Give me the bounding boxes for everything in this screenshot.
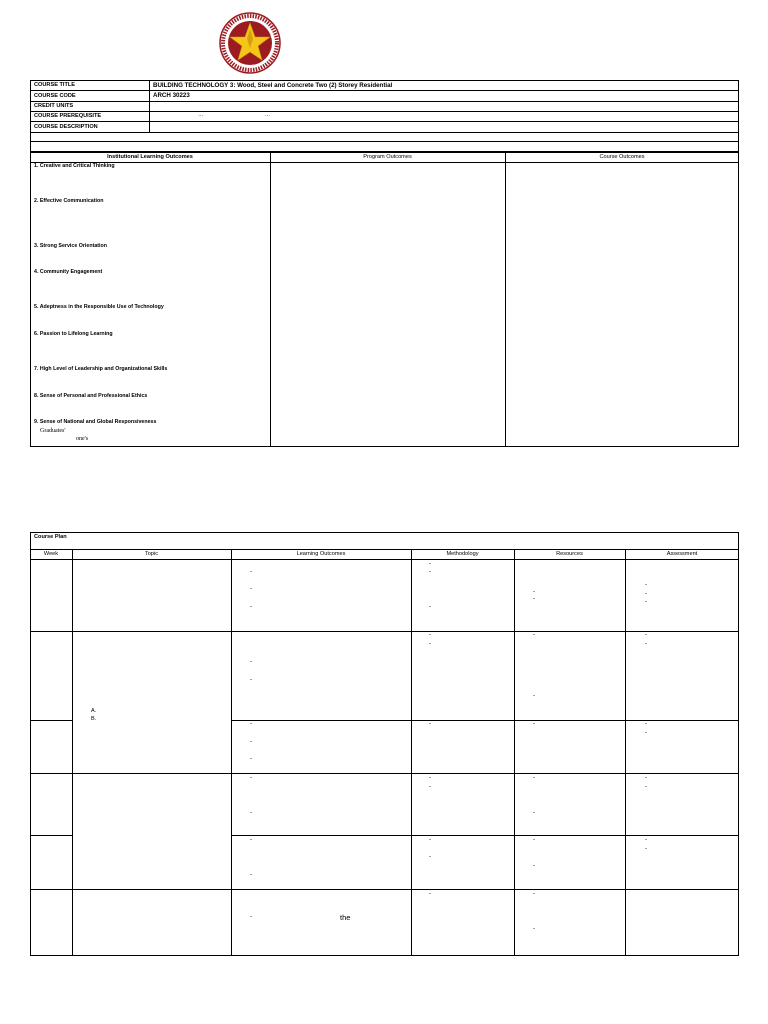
dash-bullet: - [533,863,535,869]
dash-bullet: - [533,775,535,781]
dash-bullet: - [645,730,647,736]
the-word: the [340,913,351,922]
dash-bullet: - [533,810,535,816]
dash-bullet: - [533,721,535,727]
dash-bullet: - [250,756,252,762]
dash-bullet: - [250,586,252,592]
ilo-item: 2. Effective Communication [34,198,104,204]
dash-bullet: - [429,641,431,647]
dash-bullet: - [645,599,647,605]
resources-header: Resources [556,551,583,557]
dash-bullet: - [429,775,431,781]
topic-item-b: B. [91,716,97,722]
dash-bullet: - [645,591,647,597]
learning-outcomes-header: Learning Outcomes [296,551,346,557]
dash-bullet: - [645,582,647,588]
dash-bullet: - [429,604,431,610]
dash-bullet: - [645,632,647,638]
course-prerequisite-label: COURSE PREREQUISITE [34,113,102,119]
ilo-item: 3. Strong Service Orientation [34,243,107,249]
ilo-item: 4. Community Engagement [34,269,103,275]
ilo-header: Institutional Learning Outcomes [107,154,193,160]
ilo-item: 7. High Level of Leadership and Organizational Skills [34,366,168,372]
dash-bullet: - [250,810,252,816]
ilo-item: 9. Sense of National and Global Responsiveness [34,419,157,425]
dash-bullet: - [533,632,535,638]
topic-item-a: A. [91,708,97,714]
course-description-label: COURSE DESCRIPTION [34,124,98,130]
program-outcomes-header: Program Outcomes [363,154,412,160]
credit-units-label: CREDIT UNITS [34,103,74,109]
dash-bullet: - [250,739,252,745]
dash-bullet: - [429,854,431,860]
dash-bullet: - [429,721,431,727]
dash-bullet: - [250,914,252,920]
methodology-header: Methodology [446,551,479,557]
ilo-item: 8. Sense of Personal and Professional Ethics [34,393,148,399]
dash-bullet: - [429,569,431,575]
dash-bullet: - [429,561,431,567]
dash-bullet: - [645,641,647,647]
dash-bullet: - [533,596,535,602]
ilo-note-graduates: Graduates' [40,428,66,434]
dash-bullet: - [645,784,647,790]
week-header: Week [43,551,59,557]
dash-bullet: - [250,659,252,665]
dash-bullet: - [250,569,252,575]
dash-bullet: - [533,589,535,595]
dash-bullet: - [533,926,535,932]
dash-bullet: - [250,604,252,610]
spacer-row [30,133,739,142]
course-title-label: COURSE TITLE [34,82,76,88]
university-seal-logo [219,12,281,74]
ilo-note-ones: one's [76,436,89,442]
course-prerequisite-value: … … [198,112,271,118]
course-code-value: ARCH 30223 [153,92,190,99]
assessment-header: Assessment [666,551,698,557]
dash-bullet: - [429,891,431,897]
course-outcomes-header: Course Outcomes [599,154,645,160]
outcomes-table [30,152,739,447]
ilo-item: 5. Adeptness in the Responsible Use of Technology [34,304,164,310]
dash-bullet: - [645,846,647,852]
course-code-label: COURSE CODE [34,93,76,99]
ilo-item: 6. Passion to Lifelong Learning [34,331,113,337]
dash-bullet: - [250,721,252,727]
course-plan-table [30,532,739,956]
dash-bullet: - [429,837,431,843]
dash-bullet: - [429,632,431,638]
dash-bullet: - [645,721,647,727]
dash-bullet: - [429,784,431,790]
course-plan-title: Course Plan [34,534,67,540]
dash-bullet: - [645,775,647,781]
spacer-row [30,142,739,152]
dash-bullet: - [250,872,252,878]
dash-bullet: - [250,775,252,781]
ilo-item: 1. Creative and Critical Thinking [34,163,115,169]
dash-bullet: - [645,837,647,843]
dash-bullet: - [250,837,252,843]
dash-bullet: - [533,891,535,897]
dash-bullet: - [533,693,535,699]
topic-header: Topic [144,551,159,557]
dash-bullet: - [250,677,252,683]
dash-bullet: - [533,837,535,843]
course-title-value: BUILDING TECHNOLOGY 3: Wood, Steel and Concrete Two (2) Storey Residential [153,82,393,89]
